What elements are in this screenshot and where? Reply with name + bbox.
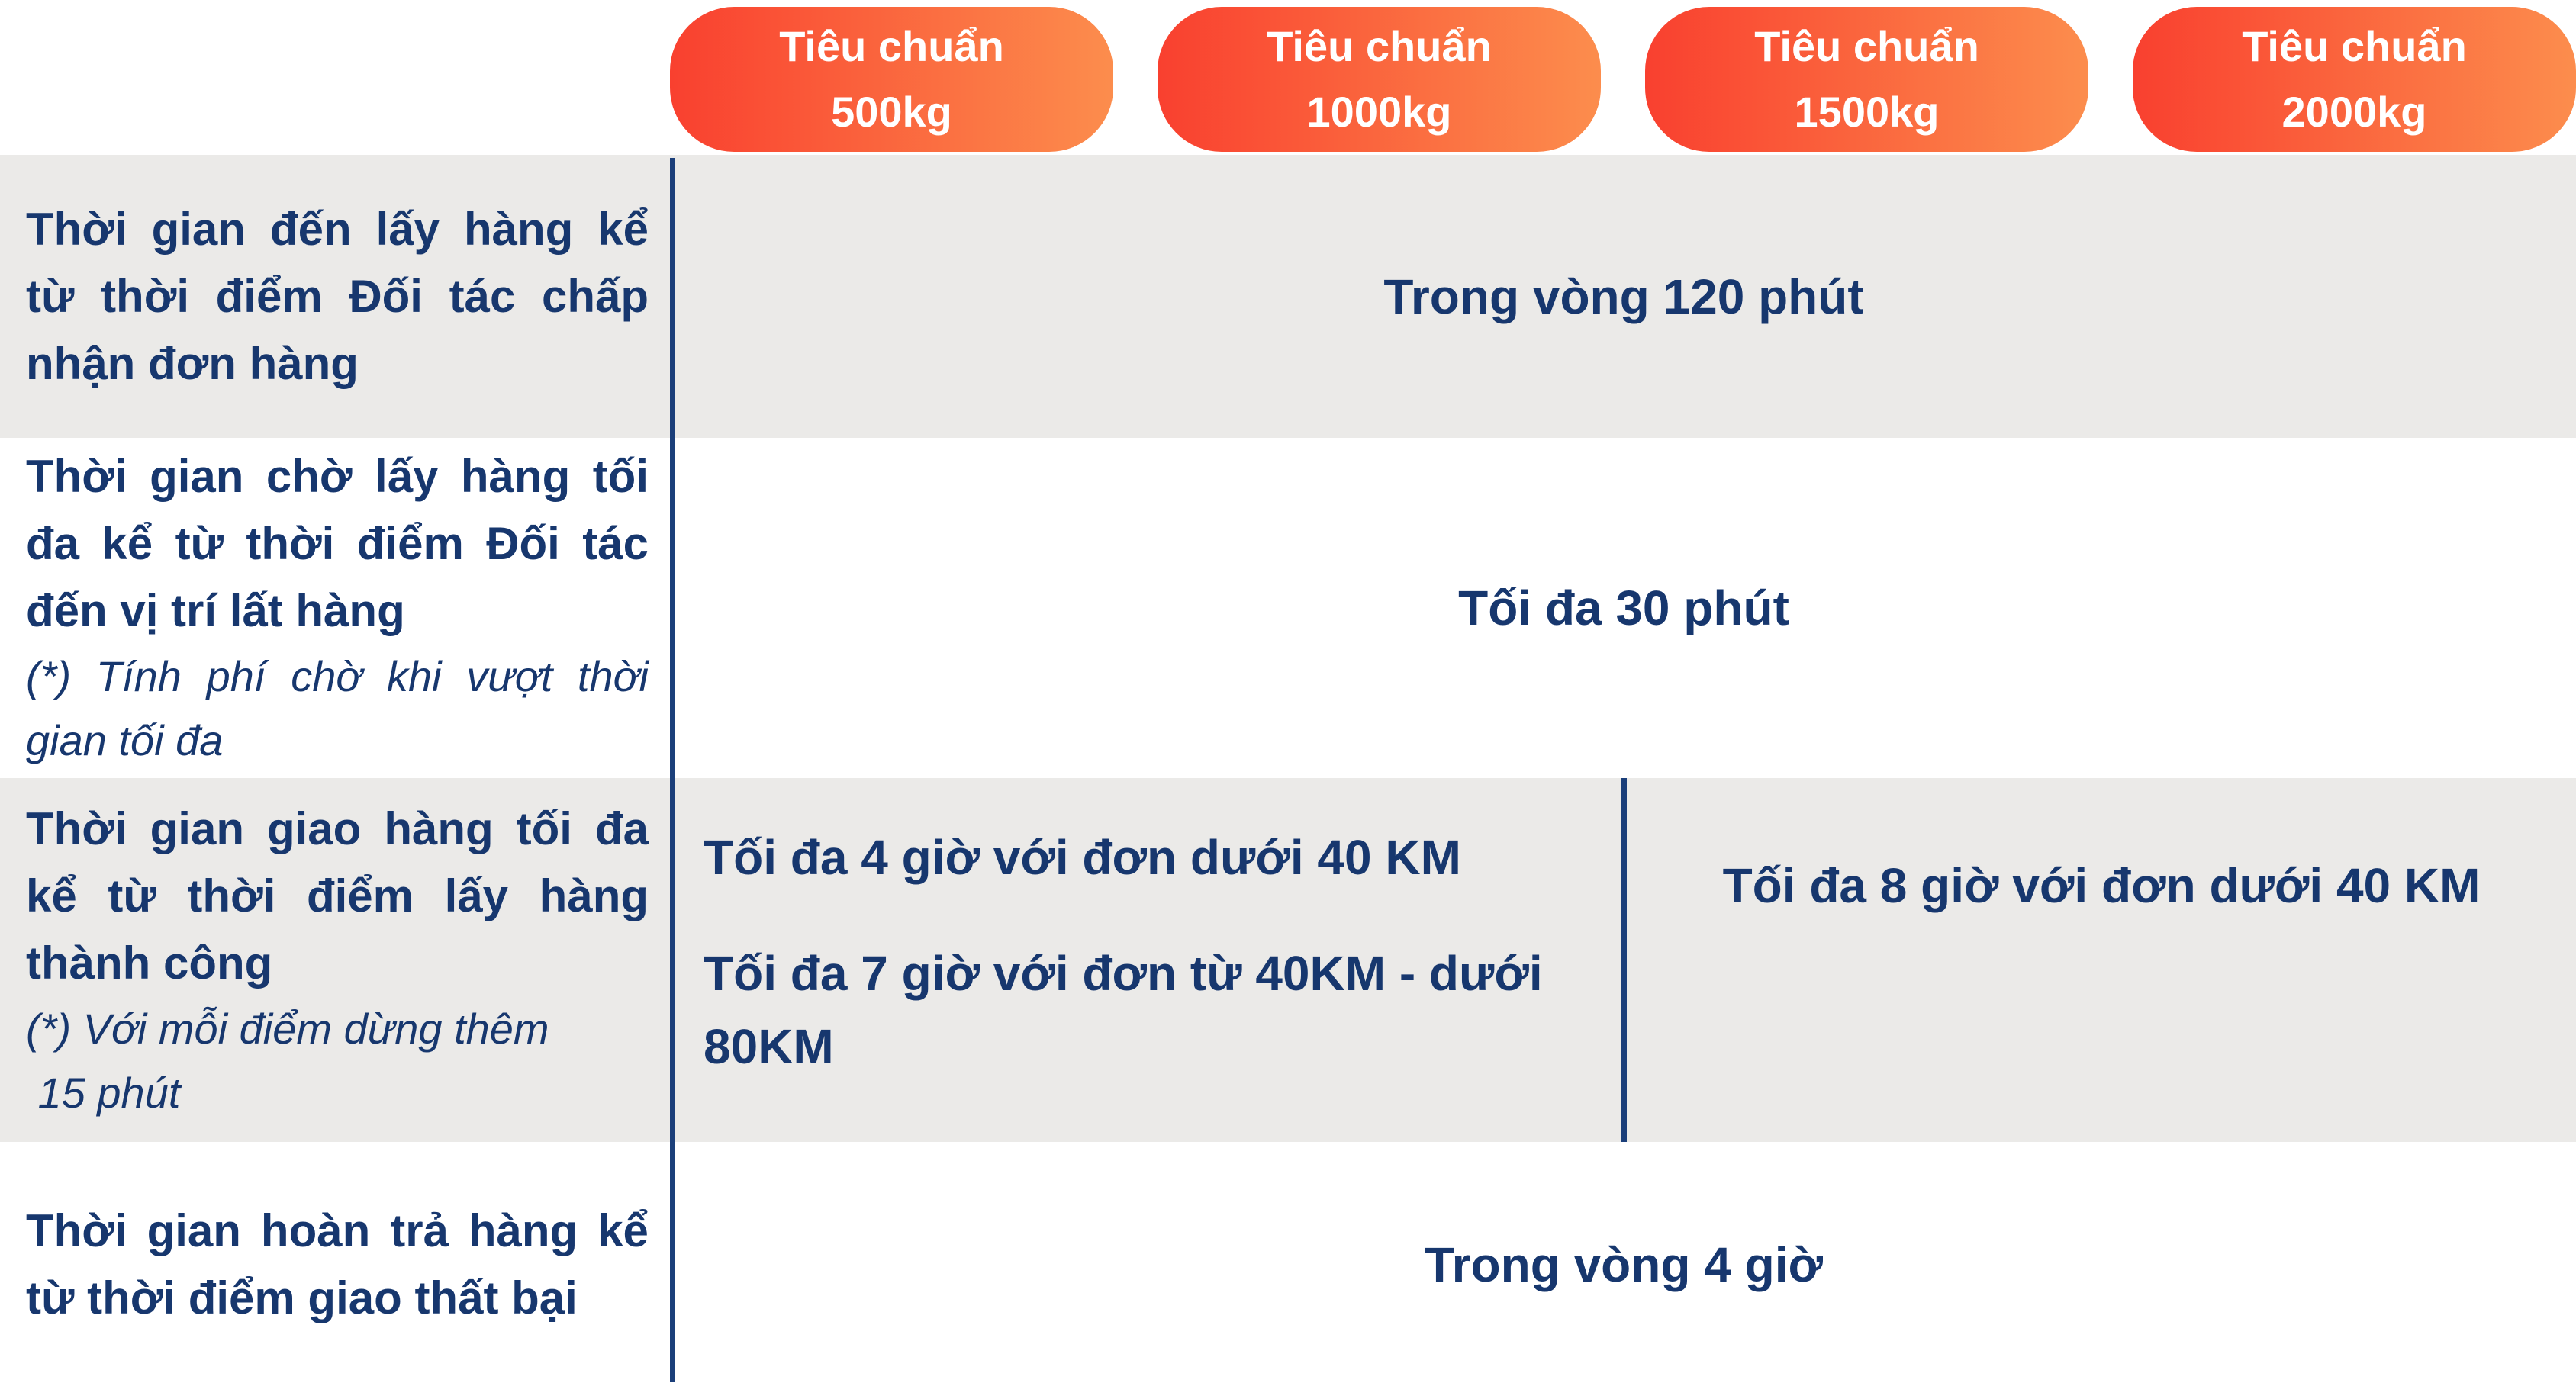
- cell-divider-line: [1621, 778, 1627, 1142]
- text-line: đến vị trí lất hàng: [26, 585, 405, 636]
- pill-weight: 1500kg: [1794, 88, 1940, 136]
- cell-value-pickup-arrival: Trong vòng 120 phút: [1383, 269, 1864, 324]
- text-line: thành công: [26, 937, 273, 989]
- row-label-note: [26, 645, 649, 773]
- row-label-return-time: [0, 1142, 671, 1388]
- cell-value-delivery-500-1000kg: [671, 778, 1621, 1142]
- pill-weight: 1000kg: [1306, 88, 1452, 136]
- row-label-text: [26, 796, 649, 997]
- delivery-40-80km: [704, 937, 1591, 1083]
- text-line: Thời gian hoàn trả hàng kể: [26, 1205, 649, 1256]
- pill-label: Tiêu chuẩn: [779, 22, 1004, 70]
- text-line: gian tối đa: [26, 716, 224, 764]
- table-row-pickup-wait: [0, 438, 2576, 778]
- delivery-under-40km: [704, 821, 1591, 894]
- table-row-pickup-arrival: [0, 155, 2576, 438]
- column-headers: [670, 7, 2576, 152]
- cell-value-return-time: Trong vòng 4 giờ: [1425, 1237, 1823, 1292]
- column-header-pill-1000kg: [1158, 7, 1601, 152]
- pill-weight: 500kg: [831, 88, 952, 136]
- row-label-pickup-wait: [0, 438, 671, 778]
- text-line: Thời gian đến lấy hàng kể: [26, 203, 649, 255]
- text-line: 15 phút: [26, 1068, 181, 1117]
- row-label-pickup-arrival: [0, 155, 671, 438]
- vertical-divider-line: [670, 158, 675, 1382]
- table-row-return-time: [0, 1142, 2576, 1388]
- column-header-pill-500kg: [670, 7, 1113, 152]
- pill-label: Tiêu chuẩn: [1754, 22, 1979, 70]
- column-header-pill-1500kg: [1645, 7, 2088, 152]
- row-label-delivery-time: [0, 778, 671, 1142]
- text-line: Thời gian giao hàng tối đa: [26, 802, 649, 854]
- text-line: Thời gian chờ lấy hàng tối: [26, 451, 649, 502]
- text-line: đa kể từ thời điểm Đối tác: [26, 518, 649, 569]
- pill-weight: 2000kg: [2281, 88, 2427, 136]
- table-row-delivery-time: [0, 778, 2576, 1142]
- column-header-pill-2000kg: [2133, 7, 2576, 152]
- row-label-note: [26, 997, 649, 1125]
- text-line: nhận đơn hàng: [26, 337, 359, 389]
- text-line: (*) Tính phí chờ khi vượt thời: [26, 652, 649, 700]
- text-line: Tối đa 7 giờ với đơn từ 40KM - dưới: [704, 946, 1543, 1001]
- text-line: Tối đa 4 giờ với đơn dưới 40 KM: [704, 830, 1461, 885]
- text-line: (*) Với mỗi điểm dừng thêm: [26, 1004, 549, 1053]
- pill-label: Tiêu chuẩn: [2242, 22, 2467, 70]
- text-line: từ thời điểm Đối tác chấp: [26, 270, 649, 322]
- pill-label: Tiêu chuẩn: [1267, 22, 1492, 70]
- text-line: từ thời điểm giao thất bại: [26, 1272, 578, 1323]
- cell-value-delivery-1500-2000kg: Tối đa 8 giờ với đơn dưới 40 KM: [1722, 858, 2481, 913]
- cell-value-pickup-wait: Tối đa 30 phút: [1458, 581, 1789, 635]
- row-label-text: [26, 443, 649, 645]
- text-line: kể từ thời điểm lấy hàng: [26, 870, 649, 921]
- text-line: 80KM: [704, 1019, 834, 1074]
- row-label-text: [26, 1198, 649, 1332]
- row-label-text: [26, 196, 649, 397]
